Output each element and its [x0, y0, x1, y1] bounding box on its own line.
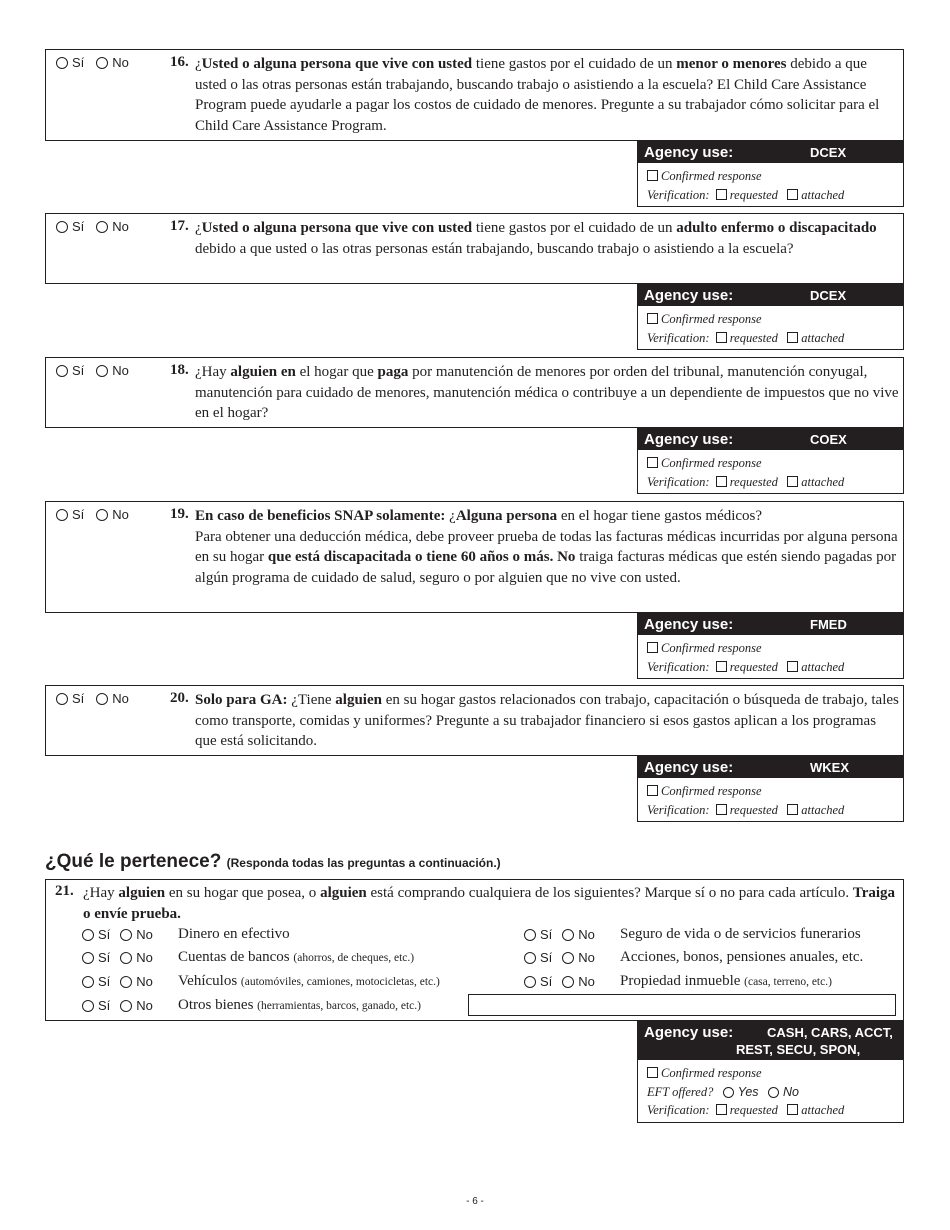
radio-no[interactable] — [562, 952, 574, 964]
attached-checkbox[interactable] — [787, 804, 798, 815]
question-number: 18. — [170, 362, 189, 378]
radio-yes[interactable] — [524, 952, 536, 964]
agency-code-line-1: CASH, CARS, ACCT, — [767, 1025, 893, 1040]
other-assets-input[interactable] — [468, 994, 896, 1016]
attached-checkbox[interactable] — [787, 189, 798, 200]
radio-yes[interactable] — [524, 929, 536, 941]
asset-row-bank: Sí No Cuentas de bancos (ahorros, de cheques, etc.) — [82, 949, 414, 966]
page-number: - 6 - — [466, 1196, 484, 1207]
radio-no-16[interactable] — [96, 57, 108, 69]
question-16 — [45, 49, 904, 141]
radio-no[interactable] — [120, 1000, 132, 1012]
yes-no-group-19: Sí No — [56, 507, 129, 522]
confirmed-checkbox[interactable] — [647, 457, 658, 468]
agency-code: DCEX — [810, 145, 847, 160]
asset-row-cash: Sí No Dinero en efectivo — [82, 926, 290, 943]
question-number: 20. — [170, 690, 189, 706]
requested-checkbox[interactable] — [716, 189, 727, 200]
question-number: 19. — [170, 506, 189, 522]
confirmed-checkbox[interactable] — [647, 642, 658, 653]
agency-code: FMED — [810, 617, 847, 632]
agency-code: DCEX — [810, 288, 847, 303]
attached-checkbox[interactable] — [787, 661, 798, 672]
radio-no[interactable] — [120, 976, 132, 988]
confirmed-checkbox[interactable] — [647, 170, 658, 181]
agency-use-box-21: Agency use: CASH, CARS, ACCT, REST, SECU, SPON, OTHER Confirmed response EFT offered? Yes No Verification: requested attached — [637, 1021, 904, 1123]
attached-checkbox[interactable] — [787, 332, 798, 343]
requested-checkbox[interactable] — [716, 804, 727, 815]
confirmed-checkbox[interactable] — [647, 785, 658, 796]
requested-checkbox[interactable] — [716, 661, 727, 672]
section-title: ¿Qué le pertenece? (Responda todas las preguntas a continuación.) — [45, 851, 501, 872]
radio-no[interactable] — [562, 929, 574, 941]
radio-yes[interactable] — [82, 976, 94, 988]
radio-yes[interactable] — [82, 1000, 94, 1012]
radio-yes-19[interactable] — [56, 509, 68, 521]
attached-checkbox[interactable] — [787, 476, 798, 487]
question-17 — [45, 213, 904, 284]
radio-no-17[interactable] — [96, 221, 108, 233]
radio-yes[interactable] — [82, 952, 94, 964]
question-20 — [45, 685, 904, 756]
attached-checkbox[interactable] — [787, 1104, 798, 1115]
requested-checkbox[interactable] — [716, 1104, 727, 1115]
question-text: ¿Usted o alguna persona que vive con usted tiene gastos por el cuidado de un menor o menores debido a que usted o las otras personas están trabajando, buscando trabajo o asistiendo a la escuela? El Child Care Assistance Program puede ayudarle a pagar los costos de cuidado de menores. Pregunte a su trabajador cómo solicitar para el Child Care Assistance Program. — [195, 56, 880, 134]
asset-row-life-insurance: Sí No Seguro de vida o de servicios funerarios — [524, 926, 861, 943]
agency-use-box-19: Agency use: FMED Confirmed response Verification: requested attached — [637, 613, 904, 679]
question-number: 16. — [170, 54, 189, 70]
eft-no-radio[interactable] — [768, 1087, 779, 1098]
radio-no[interactable] — [120, 929, 132, 941]
agency-code-line-2: REST, SECU, SPON, OTHER — [736, 1042, 861, 1072]
radio-no[interactable] — [562, 976, 574, 988]
question-18 — [45, 357, 904, 428]
confirmed-checkbox[interactable] — [647, 1067, 658, 1078]
question-text: ¿Hay alguien en el hogar que paga por manutención de menores por orden del tribunal, manutención conyugal, manutención para cuidado de menores, manutención médica o contribuye a un dependiente de impuestos que no vive en el hogar? — [195, 364, 899, 421]
eft-yes-radio[interactable] — [723, 1087, 734, 1098]
requested-checkbox[interactable] — [716, 332, 727, 343]
asset-row-other: Sí No Otros bienes (herramientas, barcos, ganado, etc.) — [82, 997, 421, 1014]
question-text: ¿Usted o alguna persona que vive con usted tiene gastos por el cuidado de un adulto enfermo o discapacitado debido a que usted o las otras personas están trabajando, buscando trabajo o asistiendo a la escuela? — [195, 220, 877, 257]
yes-no-group-16: Sí No — [56, 55, 129, 70]
yes-no-group-18: Sí No — [56, 363, 129, 378]
agency-use-box-18: Agency use: COEX Confirmed response Verification: requested attached — [637, 428, 904, 494]
radio-yes-16[interactable] — [56, 57, 68, 69]
radio-no-20[interactable] — [96, 693, 108, 705]
asset-row-stocks: Sí No Acciones, bonos, pensiones anuales, etc. — [524, 949, 863, 966]
asset-row-real-estate: Sí No Propiedad inmueble (casa, terreno, etc.) — [524, 973, 832, 990]
radio-yes-18[interactable] — [56, 365, 68, 377]
question-number: 17. — [170, 218, 189, 234]
agency-code: COEX — [810, 432, 847, 447]
radio-no-18[interactable] — [96, 365, 108, 377]
agency-use-box-17: Agency use: DCEX Confirmed response Verification: requested attached — [637, 284, 904, 350]
yes-no-group-20: Sí No — [56, 691, 129, 706]
radio-yes[interactable] — [82, 929, 94, 941]
section-subtitle: (Responda todas las preguntas a continuación.) — [226, 856, 501, 870]
radio-no[interactable] — [120, 952, 132, 964]
agency-use-box-16: Agency use: DCEX Confirmed response Verification: requested attached — [637, 141, 904, 207]
agency-use-box-20: Agency use: WKEX Confirmed response Verification: requested attached — [637, 756, 904, 822]
asset-row-vehicles: Sí No Vehículos (automóviles, camiones, motocicletas, etc.) — [82, 973, 440, 990]
question-text: ¿Hay alguien en su hogar que posea, o alguien está comprando cualquiera de los siguientes? Marque sí o no para cada artículo. Traiga o envíe prueba. — [83, 885, 896, 922]
question-text: Solo para GA: ¿Tiene alguien en su hogar gastos relacionados con trabajo, capacitación o búsqueda de trabajo, tales como transporte, comidas y uniformes? Pregunte a su trabajador financiero si esos gastos aplican a los programas que está solicitando. — [195, 692, 899, 749]
requested-checkbox[interactable] — [716, 476, 727, 487]
radio-yes-17[interactable] — [56, 221, 68, 233]
radio-yes[interactable] — [524, 976, 536, 988]
question-text: En caso de beneficios SNAP solamente: ¿Alguna persona en el hogar tiene gastos médicos? Para obtener una deducción médica, debe proveer prueba de todas las facturas médicas incurridas por alguna persona en su hogar que está discapacitada o tiene 60 años o más. No traiga facturas médicas que estén siendo pagadas por algún programa de cuidado de salud, seguro o por alguien que no vive con usted. — [195, 508, 898, 586]
question-19 — [45, 501, 904, 613]
radio-yes-20[interactable] — [56, 693, 68, 705]
confirmed-checkbox[interactable] — [647, 313, 658, 324]
yes-no-group-17: Sí No — [56, 219, 129, 234]
question-21 — [45, 879, 904, 1021]
radio-no-19[interactable] — [96, 509, 108, 521]
question-number: 21. — [55, 883, 74, 899]
agency-code: WKEX — [810, 760, 849, 775]
